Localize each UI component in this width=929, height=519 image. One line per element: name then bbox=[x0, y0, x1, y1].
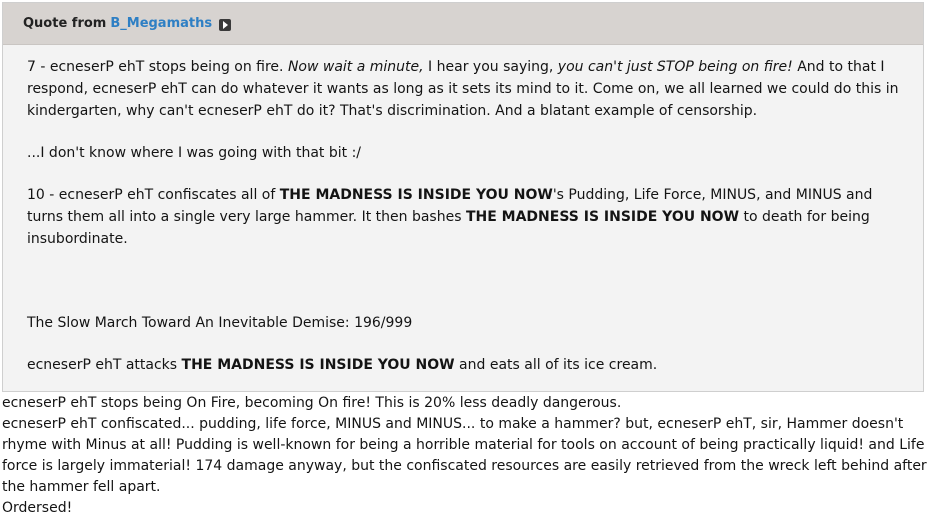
quote-header-prefix: Quote from bbox=[23, 15, 107, 31]
italic-text: Now wait a minute, bbox=[287, 59, 424, 75]
text: to death for being insubordinate. bbox=[27, 209, 870, 247]
quote-paragraph-3 bbox=[27, 184, 903, 250]
text: ecneserP ehT attacks bbox=[27, 357, 182, 373]
quote-box bbox=[2, 2, 924, 392]
text: 7 - ecneserP ehT stops being on fire. bbox=[27, 59, 288, 75]
quote-paragraph-5 bbox=[27, 354, 903, 376]
text: I hear you saying, bbox=[423, 59, 558, 75]
bold-text: THE MADNESS IS INSIDE YOU NOW bbox=[465, 209, 740, 225]
quote-paragraph-2: ...I don't know where I was going with that bit :/ bbox=[27, 145, 362, 161]
quote-author-link[interactable]: B_Megamaths bbox=[110, 15, 213, 31]
quote-paragraph-4: The Slow March Toward An Inevitable Demise: 196/999 bbox=[27, 315, 413, 331]
bold-text: THE MADNESS IS INSIDE YOU NOW bbox=[181, 357, 455, 373]
post-line-3: Ordersed! bbox=[2, 500, 73, 516]
text: and eats all of its ice cream. bbox=[454, 357, 658, 373]
post-line-1: ecneserP ehT stops being On Fire, becoming On fire! This is 20% less deadly dangerous. bbox=[2, 395, 622, 411]
post-line-2: ecneserP ehT confiscated... pudding, life force, MINUS and MINUS... to make a hammer? but, ecneserP ehT, sir, Hammer doesn't rhyme with Minus at all! Pudding is well-known for being a horrible material for tools on account of being practically liquid! and Life force is largely immaterial! 174 damage anyway, but the confiscated resources are easily retrieved from the wreck left behind after the hammer fell apart. bbox=[2, 416, 927, 495]
post-body bbox=[2, 393, 927, 519]
text: 's Pudding, Life Force, MINUS, and MINUS and turns them all into a single very large hammer. It then bashes bbox=[27, 187, 873, 225]
quote-body bbox=[3, 45, 923, 376]
text: 10 - ecneserP ehT confiscates all of bbox=[27, 187, 280, 203]
text: And to that I respond, ecneserP ehT can do whatever it wants as long as it sets its mind to it. Come on, we all learned we could do this in kindergarten, why can't ecneserP ehT do it? That's discrimination. And a blatant example of censorship. bbox=[27, 59, 899, 119]
quote-paragraph-1 bbox=[27, 56, 903, 122]
go-to-post-icon[interactable] bbox=[219, 19, 231, 31]
quote-header bbox=[3, 3, 923, 45]
italic-text: you can't just STOP being on fire! bbox=[557, 59, 793, 75]
bold-text: THE MADNESS IS INSIDE YOU NOW bbox=[279, 187, 553, 203]
